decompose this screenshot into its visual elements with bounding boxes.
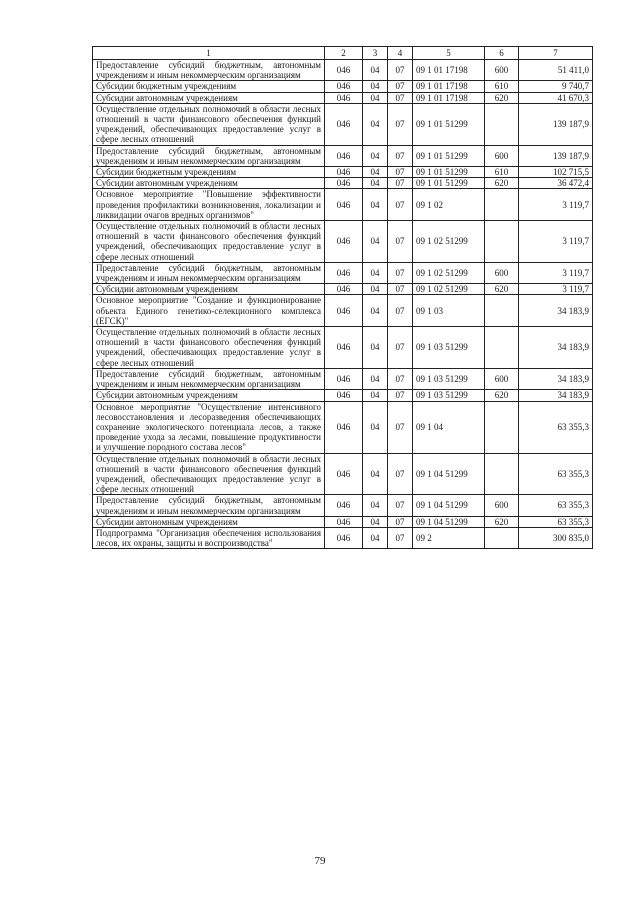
row-name-cell: Подпрограмма "Организация обеспечения использования лесов, их охраны, защиты и воспроизводства" bbox=[93, 527, 325, 548]
expense-type-cell: 600 bbox=[485, 262, 519, 283]
subsection-code-cell: 07 bbox=[388, 495, 413, 516]
section-code-cell: 04 bbox=[363, 527, 388, 548]
table-row bbox=[93, 284, 593, 295]
ministry-code-cell: 046 bbox=[325, 401, 363, 453]
amount-cell: 41 670,3 bbox=[519, 92, 593, 103]
expense-type-cell: 600 bbox=[485, 368, 519, 389]
row-name-cell: Основное мероприятие "Осуществление интенсивного лесовосстановления и лесоразведения обеспечивающих сохранение экологического потенциала лесов, а также проведение ухода за лесами, повышение продуктивности и улучшение породного состава лесов" bbox=[93, 401, 325, 453]
amount-cell: 300 835,0 bbox=[519, 527, 593, 548]
amount-cell: 3 119,7 bbox=[519, 284, 593, 295]
table-row bbox=[93, 527, 593, 548]
expense-type-cell: 610 bbox=[485, 81, 519, 92]
table-row bbox=[93, 221, 593, 263]
table-row bbox=[93, 178, 593, 189]
target-article-cell: 09 1 01 51299 bbox=[413, 167, 485, 178]
amount-cell: 36 472,4 bbox=[519, 178, 593, 189]
amount-cell: 9 740,7 bbox=[519, 81, 593, 92]
row-name-cell: Предоставление субсидий бюджетным, автономным учреждениям и иным некоммерческим организациям bbox=[93, 145, 325, 166]
subsection-code-cell: 07 bbox=[388, 390, 413, 401]
expense-type-cell bbox=[485, 327, 519, 369]
amount-cell: 51 411,0 bbox=[519, 60, 593, 81]
row-name-cell: Предоставление субсидий бюджетным, автономным учреждениям и иным некоммерческим организациям bbox=[93, 495, 325, 516]
row-name-cell: Предоставление субсидий бюджетным, автономным учреждениям и иным некоммерческим организациям bbox=[93, 60, 325, 81]
expense-type-cell: 600 bbox=[485, 145, 519, 166]
table-row bbox=[93, 167, 593, 178]
ministry-code-cell: 046 bbox=[325, 221, 363, 263]
expense-type-cell bbox=[485, 527, 519, 548]
table-row bbox=[93, 327, 593, 369]
subsection-code-cell: 07 bbox=[388, 453, 413, 495]
table-row bbox=[93, 262, 593, 283]
row-name-cell: Субсидии автономным учреждениям bbox=[93, 390, 325, 401]
table-row bbox=[93, 495, 593, 516]
section-code-cell: 04 bbox=[363, 262, 388, 283]
subsection-code-cell: 07 bbox=[388, 401, 413, 453]
ministry-code-cell: 046 bbox=[325, 284, 363, 295]
column-header: 3 bbox=[363, 47, 388, 60]
section-code-cell: 04 bbox=[363, 103, 388, 145]
column-header: 4 bbox=[388, 47, 413, 60]
column-header: 6 bbox=[485, 47, 519, 60]
table-row bbox=[93, 145, 593, 166]
ministry-code-cell: 046 bbox=[325, 178, 363, 189]
subsection-code-cell: 07 bbox=[388, 60, 413, 81]
ministry-code-cell: 046 bbox=[325, 92, 363, 103]
table-row bbox=[93, 295, 593, 327]
page-number: 79 bbox=[314, 855, 326, 867]
row-name-cell: Основное мероприятие "Создание и функционирование объекта Единого генетико-селекционного комплекса (ЕГСК)" bbox=[93, 295, 325, 327]
row-name-cell: Субсидии автономным учреждениям bbox=[93, 178, 325, 189]
expense-type-cell: 610 bbox=[485, 167, 519, 178]
expense-type-cell: 600 bbox=[485, 495, 519, 516]
ministry-code-cell: 046 bbox=[325, 327, 363, 369]
column-header: 1 bbox=[93, 47, 325, 60]
target-article-cell: 09 1 02 51299 bbox=[413, 284, 485, 295]
amount-cell: 139 187,9 bbox=[519, 103, 593, 145]
subsection-code-cell: 07 bbox=[388, 368, 413, 389]
section-code-cell: 04 bbox=[363, 516, 388, 527]
row-name-cell: Предоставление субсидий бюджетным, автономным учреждениям и иным некоммерческим организациям bbox=[93, 262, 325, 283]
section-code-cell: 04 bbox=[363, 60, 388, 81]
target-article-cell: 09 1 02 bbox=[413, 189, 485, 221]
table-row bbox=[93, 189, 593, 221]
subsection-code-cell: 07 bbox=[388, 516, 413, 527]
row-name-cell: Осуществление отдельных полномочий в области лесных отношений в части финансового обеспечения функций учреждений, обеспечивающих предоставление услуг в сфере лесных отношений bbox=[93, 103, 325, 145]
amount-cell: 34 183,9 bbox=[519, 295, 593, 327]
target-article-cell: 09 1 04 bbox=[413, 401, 485, 453]
ministry-code-cell: 046 bbox=[325, 368, 363, 389]
table-row bbox=[93, 60, 593, 81]
section-code-cell: 04 bbox=[363, 495, 388, 516]
section-code-cell: 04 bbox=[363, 145, 388, 166]
amount-cell: 63 355,3 bbox=[519, 401, 593, 453]
section-code-cell: 04 bbox=[363, 453, 388, 495]
subsection-code-cell: 07 bbox=[388, 92, 413, 103]
row-name-cell: Субсидии автономным учреждениям bbox=[93, 516, 325, 527]
expense-type-cell: 600 bbox=[485, 60, 519, 81]
column-header: 7 bbox=[519, 47, 593, 60]
row-name-cell: Субсидии автономным учреждениям bbox=[93, 92, 325, 103]
target-article-cell: 09 1 02 51299 bbox=[413, 221, 485, 263]
ministry-code-cell: 046 bbox=[325, 495, 363, 516]
section-code-cell: 04 bbox=[363, 390, 388, 401]
subsection-code-cell: 07 bbox=[388, 284, 413, 295]
ministry-code-cell: 046 bbox=[325, 516, 363, 527]
section-code-cell: 04 bbox=[363, 92, 388, 103]
subsection-code-cell: 07 bbox=[388, 167, 413, 178]
expense-type-cell bbox=[485, 295, 519, 327]
amount-cell: 34 183,9 bbox=[519, 390, 593, 401]
table-row bbox=[93, 401, 593, 453]
subsection-code-cell: 07 bbox=[388, 221, 413, 263]
section-code-cell: 04 bbox=[363, 284, 388, 295]
table-body bbox=[93, 60, 593, 549]
expense-type-cell bbox=[485, 189, 519, 221]
ministry-code-cell: 046 bbox=[325, 167, 363, 178]
section-code-cell: 04 bbox=[363, 178, 388, 189]
target-article-cell: 09 1 01 17198 bbox=[413, 81, 485, 92]
row-name-cell: Субсидии бюджетным учреждениям bbox=[93, 81, 325, 92]
budget-table bbox=[92, 46, 593, 549]
target-article-cell: 09 1 01 17198 bbox=[413, 92, 485, 103]
ministry-code-cell: 046 bbox=[325, 262, 363, 283]
table-row bbox=[93, 81, 593, 92]
row-name-cell: Субсидии бюджетным учреждениям bbox=[93, 167, 325, 178]
amount-cell: 34 183,9 bbox=[519, 327, 593, 369]
section-code-cell: 04 bbox=[363, 368, 388, 389]
ministry-code-cell: 046 bbox=[325, 527, 363, 548]
table-row bbox=[93, 103, 593, 145]
subsection-code-cell: 07 bbox=[388, 103, 413, 145]
ministry-code-cell: 046 bbox=[325, 60, 363, 81]
table-row bbox=[93, 453, 593, 495]
target-article-cell: 09 1 03 51299 bbox=[413, 327, 485, 369]
expense-type-cell bbox=[485, 453, 519, 495]
section-code-cell: 04 bbox=[363, 189, 388, 221]
table-row bbox=[93, 516, 593, 527]
row-name-cell: Осуществление отдельных полномочий в области лесных отношений в части финансового обеспечения функций учреждений, обеспечивающих предоставление услуг в сфере лесных отношений bbox=[93, 221, 325, 263]
subsection-code-cell: 07 bbox=[388, 527, 413, 548]
subsection-code-cell: 07 bbox=[388, 189, 413, 221]
ministry-code-cell: 046 bbox=[325, 295, 363, 327]
subsection-code-cell: 07 bbox=[388, 295, 413, 327]
row-name-cell: Субсидии автономным учреждениям bbox=[93, 284, 325, 295]
amount-cell: 139 187,9 bbox=[519, 145, 593, 166]
expense-type-cell: 620 bbox=[485, 390, 519, 401]
subsection-code-cell: 07 bbox=[388, 262, 413, 283]
amount-cell: 34 183,9 bbox=[519, 368, 593, 389]
target-article-cell: 09 1 03 51299 bbox=[413, 390, 485, 401]
expense-type-cell: 620 bbox=[485, 178, 519, 189]
subsection-code-cell: 07 bbox=[388, 145, 413, 166]
amount-cell: 3 119,7 bbox=[519, 189, 593, 221]
expense-type-cell bbox=[485, 103, 519, 145]
subsection-code-cell: 07 bbox=[388, 327, 413, 369]
amount-cell: 3 119,7 bbox=[519, 221, 593, 263]
expense-type-cell bbox=[485, 401, 519, 453]
target-article-cell: 09 1 01 51299 bbox=[413, 145, 485, 166]
target-article-cell: 09 1 03 51299 bbox=[413, 368, 485, 389]
row-name-cell: Основное мероприятие "Повышение эффективности проведения профилактики возникновения, локализации и ликвидации очагов вредных организмов" bbox=[93, 189, 325, 221]
target-article-cell: 09 1 03 bbox=[413, 295, 485, 327]
ministry-code-cell: 046 bbox=[325, 453, 363, 495]
section-code-cell: 04 bbox=[363, 327, 388, 369]
target-article-cell: 09 1 01 51299 bbox=[413, 178, 485, 189]
column-header: 2 bbox=[325, 47, 363, 60]
section-code-cell: 04 bbox=[363, 401, 388, 453]
row-name-cell: Предоставление субсидий бюджетным, автономным учреждениям и иным некоммерческим организациям bbox=[93, 368, 325, 389]
column-header: 5 bbox=[413, 47, 485, 60]
table-row bbox=[93, 368, 593, 389]
expense-type-cell: 620 bbox=[485, 516, 519, 527]
amount-cell: 63 355,3 bbox=[519, 453, 593, 495]
table-header-row bbox=[93, 47, 593, 60]
amount-cell: 63 355,3 bbox=[519, 516, 593, 527]
target-article-cell: 09 1 04 51299 bbox=[413, 516, 485, 527]
expense-type-cell bbox=[485, 221, 519, 263]
table-row bbox=[93, 92, 593, 103]
target-article-cell: 09 1 01 51299 bbox=[413, 103, 485, 145]
target-article-cell: 09 1 04 51299 bbox=[413, 495, 485, 516]
amount-cell: 102 715,5 bbox=[519, 167, 593, 178]
target-article-cell: 09 1 04 51299 bbox=[413, 453, 485, 495]
amount-cell: 3 119,7 bbox=[519, 262, 593, 283]
ministry-code-cell: 046 bbox=[325, 189, 363, 221]
subsection-code-cell: 07 bbox=[388, 178, 413, 189]
section-code-cell: 04 bbox=[363, 295, 388, 327]
ministry-code-cell: 046 bbox=[325, 103, 363, 145]
row-name-cell: Осуществление отдельных полномочий в области лесных отношений в части финансового обеспечения функций учреждений, обеспечивающих предоставление услуг в сфере лесных отношений bbox=[93, 453, 325, 495]
target-article-cell: 09 1 01 17198 bbox=[413, 60, 485, 81]
target-article-cell: 09 1 02 51299 bbox=[413, 262, 485, 283]
ministry-code-cell: 046 bbox=[325, 81, 363, 92]
section-code-cell: 04 bbox=[363, 221, 388, 263]
row-name-cell: Осуществление отдельных полномочий в области лесных отношений в части финансового обеспечения функций учреждений, обеспечивающих предоставление услуг в сфере лесных отношений bbox=[93, 327, 325, 369]
ministry-code-cell: 046 bbox=[325, 390, 363, 401]
subsection-code-cell: 07 bbox=[388, 81, 413, 92]
target-article-cell: 09 2 bbox=[413, 527, 485, 548]
ministry-code-cell: 046 bbox=[325, 145, 363, 166]
table-row bbox=[93, 390, 593, 401]
expense-type-cell: 620 bbox=[485, 284, 519, 295]
expense-type-cell: 620 bbox=[485, 92, 519, 103]
section-code-cell: 04 bbox=[363, 167, 388, 178]
amount-cell: 63 355,3 bbox=[519, 495, 593, 516]
section-code-cell: 04 bbox=[363, 81, 388, 92]
